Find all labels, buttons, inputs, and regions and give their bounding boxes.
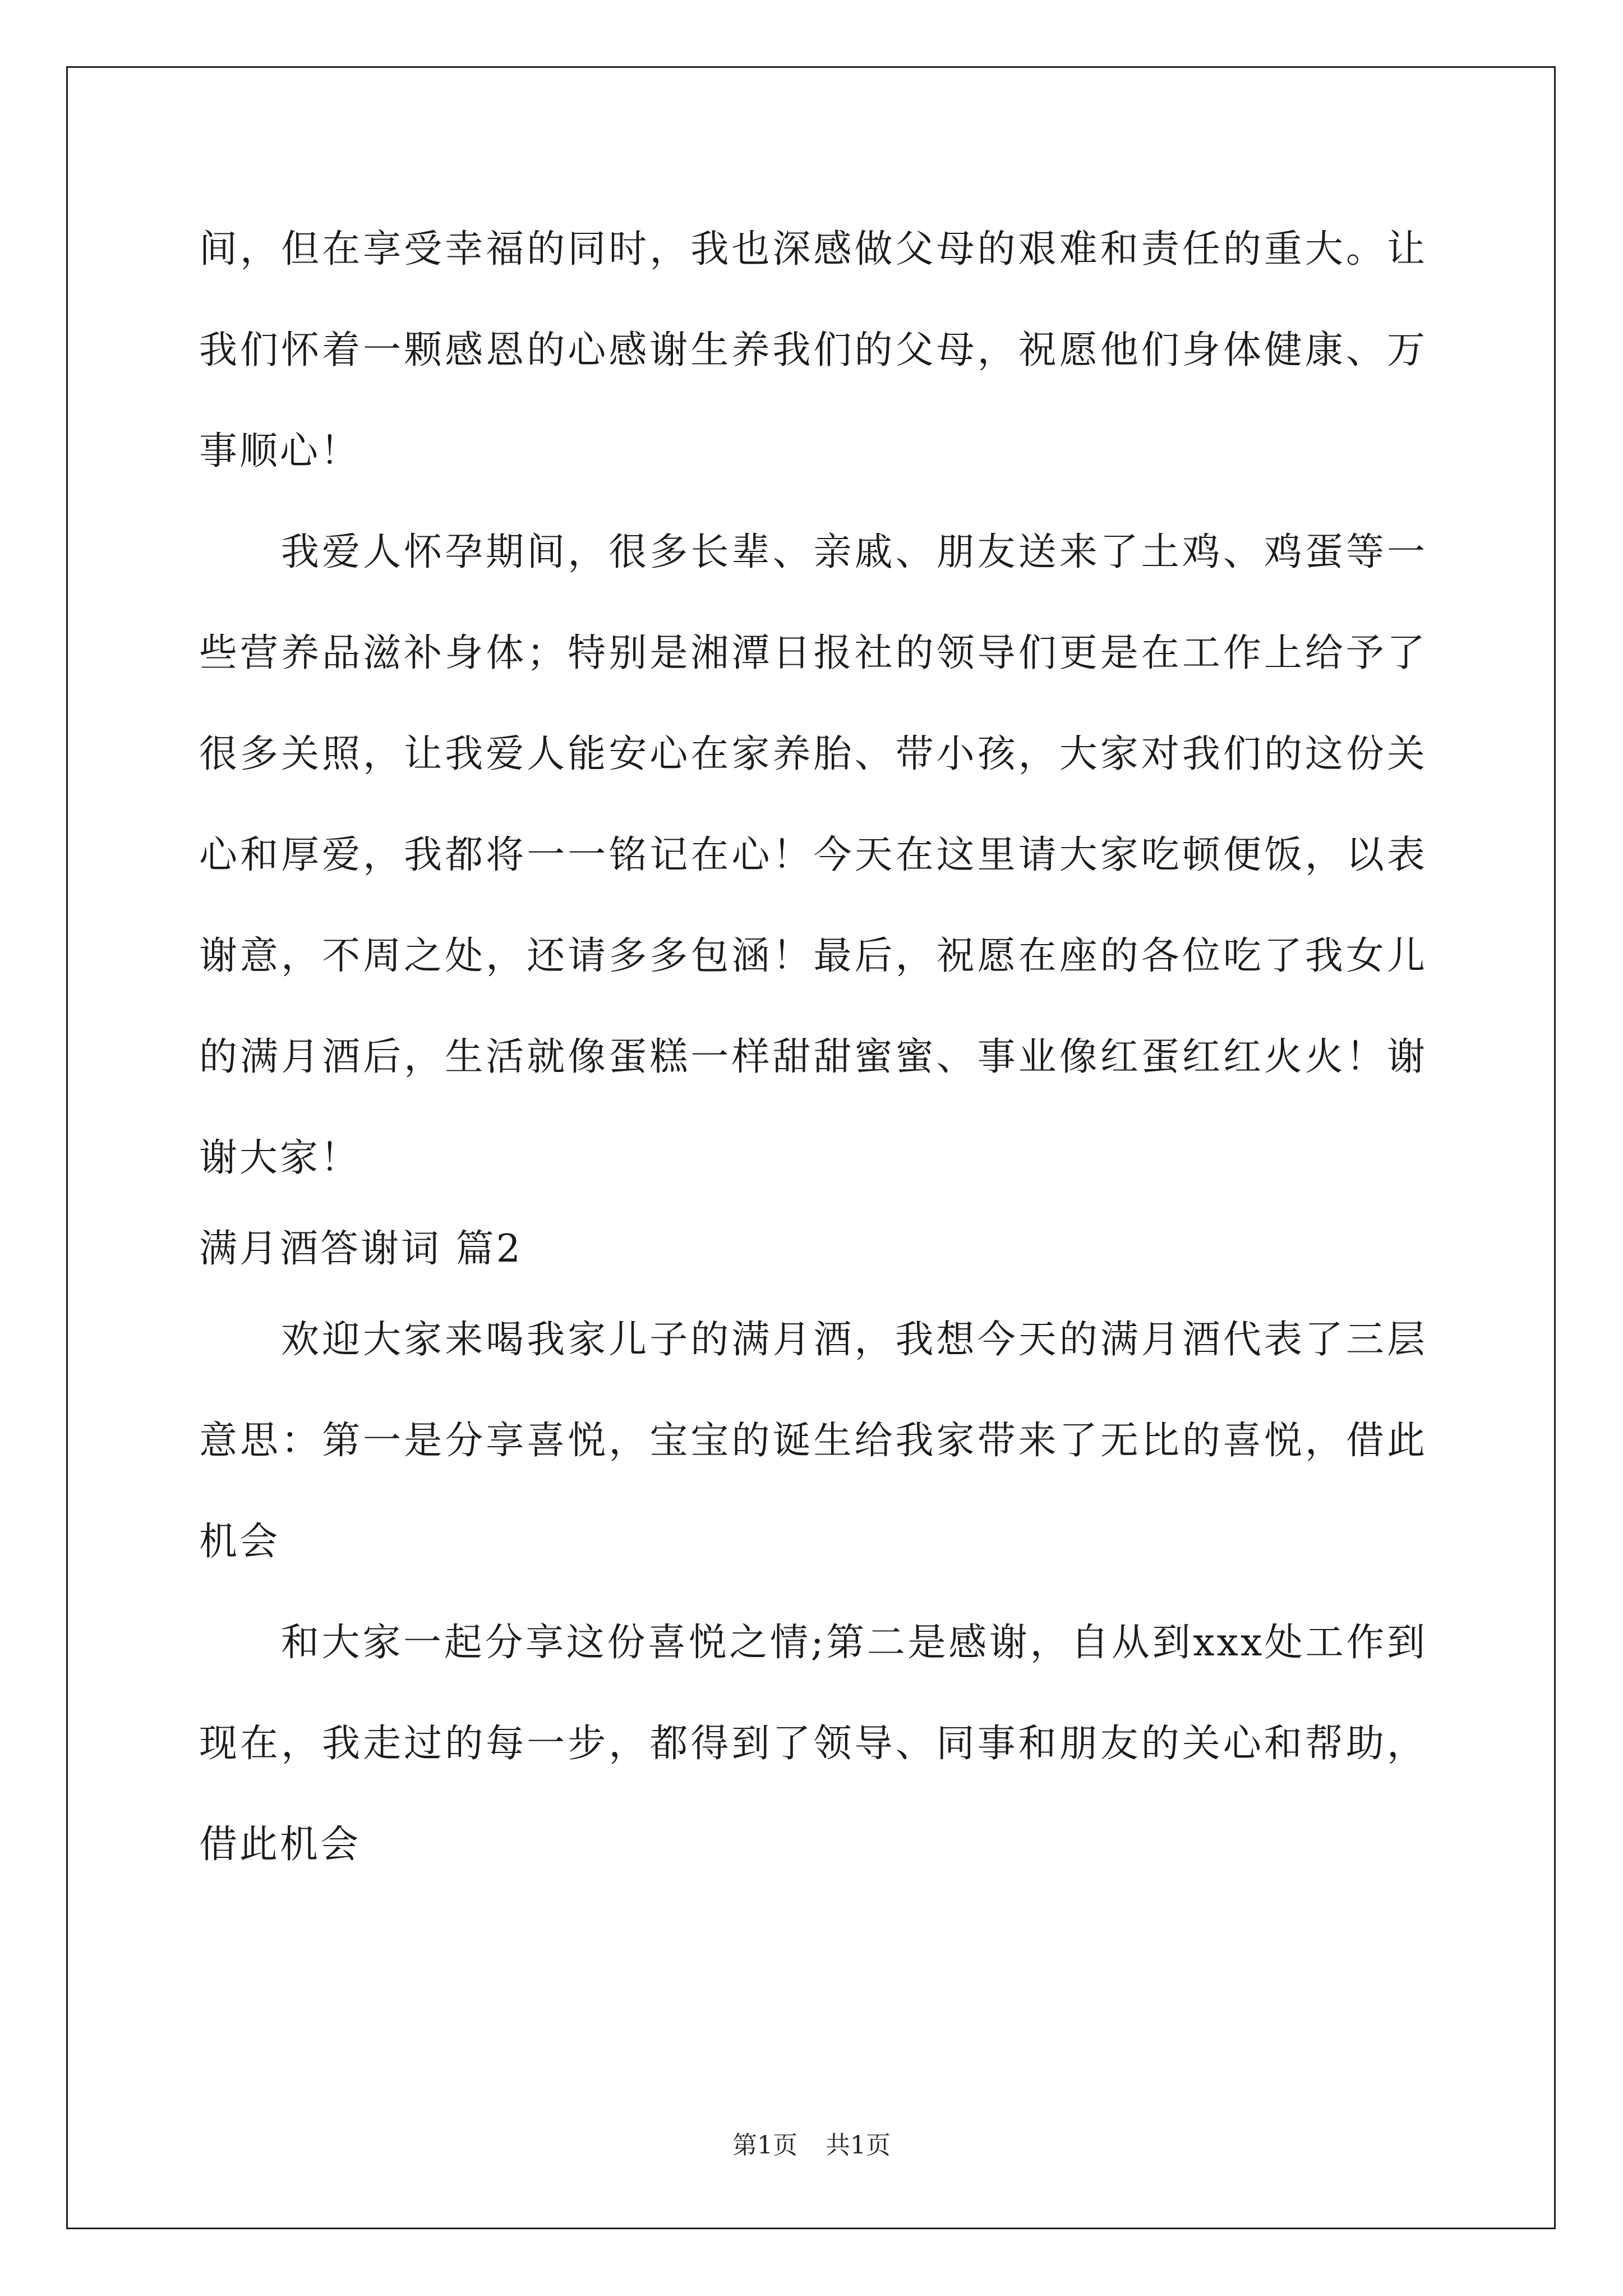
- paragraph-share: 和大家一起分享这份喜悦之情;第二是感谢，自从到xxx处工作到现在，我走过的每一步，都得到了领导、同事和朋友的关心和帮助，借此机会: [199, 1621, 1427, 1867]
- paragraph-welcome: 欢迎大家来喝我家儿子的满月酒，我想今天的满月酒代表了三层意思：第一是分享喜悦，宝宝的诞生给我家带来了无比的喜悦，借此机会: [199, 1318, 1427, 1564]
- page-footer: [0, 2129, 1623, 2162]
- page-number: 第1页: [732, 2131, 797, 2160]
- section-heading: 满月酒答谢词 篇2: [199, 1227, 523, 1271]
- document-body: [199, 199, 1427, 1895]
- paragraph-continued: 间，但在享受幸福的同时，我也深感做父母的艰难和责任的重大。让我们怀着一颗感恩的心感谢生养我们的父母，祝愿他们身体健康、万事顺心！: [199, 227, 1427, 473]
- page-total: 共1页: [826, 2131, 891, 2160]
- paragraph-thanks: 我爱人怀孕期间，很多长辈、亲戚、朋友送来了土鸡、鸡蛋等一些营养品滋补身体；特别是湘潭日报社的领导们更是在工作上给予了很多关照，让我爱人能安心在家养胎、带小孩，大家对我们的这份关心和厚爱，我都将一一铭记在心！今天在这里请大家吃顿便饭，以表谢意，不周之处，还请多多包涵！最后，祝愿在座的各位吃了我女儿的满月酒后，生活就像蛋糕一样甜甜蜜蜜、事业像红蛋红红火火！谢谢大家！: [199, 530, 1427, 1180]
